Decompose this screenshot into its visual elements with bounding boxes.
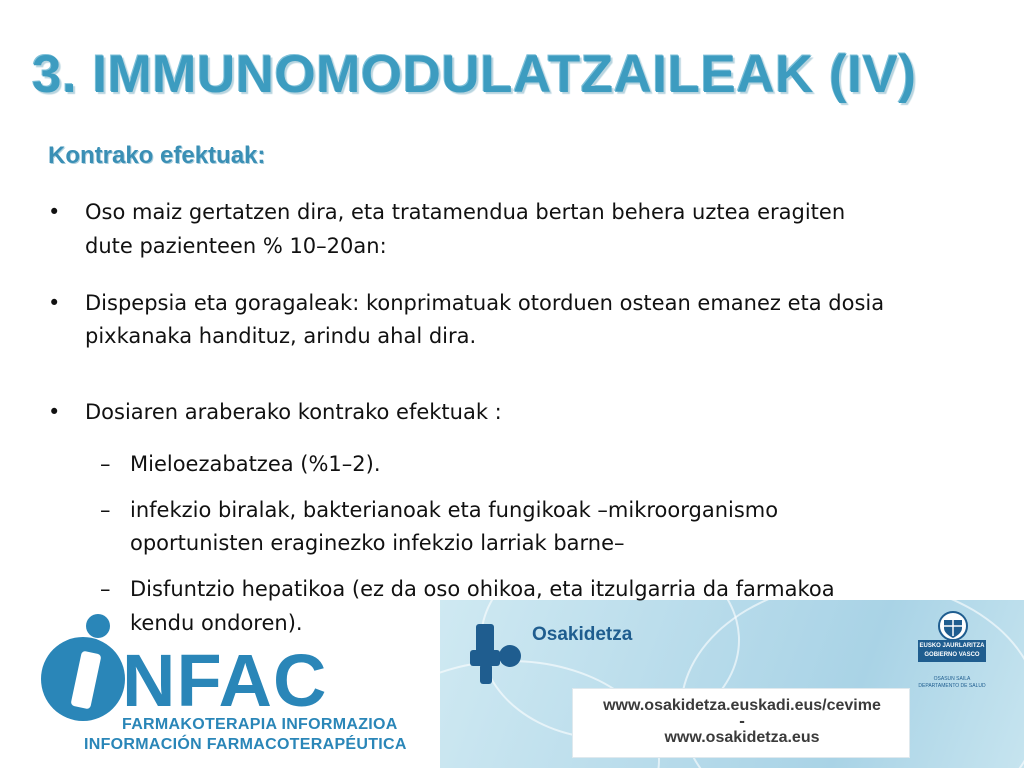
url-separator: - bbox=[739, 714, 745, 730]
bullet-marker: • bbox=[48, 291, 61, 315]
bullet-marker: • bbox=[48, 400, 61, 424]
osakidetza-url-link[interactable]: www.osakidetza.eus bbox=[664, 729, 820, 746]
bullet-text-line: dute pazienteen % 10–20an: bbox=[85, 234, 387, 258]
bullet-marker: • bbox=[48, 200, 61, 224]
sub-item-marker: – bbox=[100, 577, 111, 601]
infac-subtitle-es: INFORMACIÓN FARMACOTERAPÉUTICA bbox=[84, 736, 407, 753]
sub-item-text-line: kendu ondoren). bbox=[130, 611, 303, 635]
bullet-text-line: pixkanaka handituz, arindu ahal dira. bbox=[85, 324, 477, 348]
cevime-url-link[interactable]: www.osakidetza.euskadi.eus/cevime bbox=[603, 697, 881, 714]
infac-brand-text: NFAC bbox=[122, 639, 328, 722]
sub-item-marker: – bbox=[100, 498, 111, 522]
department-line-es: DEPARTAMENTO DE SALUD bbox=[918, 683, 986, 689]
bullet-text-line: Dispepsia eta goragaleak: konprimatuak otorduen ostean emanez eta dosia bbox=[85, 291, 885, 315]
slide-title: 3. IMMUNOMODULATZAILEAK (IV) bbox=[32, 45, 917, 104]
government-label bbox=[918, 640, 986, 662]
department-label bbox=[918, 676, 986, 690]
sub-item-text-line: oportunisten eraginezko infekzio larriak barne– bbox=[130, 531, 625, 555]
sub-item-text-line: infekzio biralak, bakterianoak eta fungikoak –mikroorganismo bbox=[130, 498, 779, 522]
osakidetza-name: Osakidetza bbox=[532, 624, 633, 645]
basque-government-crest-icon bbox=[920, 610, 986, 642]
infac-i-icon bbox=[40, 612, 126, 738]
bullet-text-line: Dosiaren araberako kontrako efektuak : bbox=[85, 400, 502, 424]
sub-item-text-line: Mieloezabatzea (%1–2). bbox=[130, 452, 381, 476]
sub-item-text-line: Disfuntzio hepatikoa (ez da oso ohikoa, eta itzulgarria da farmakoa bbox=[130, 577, 835, 601]
osakidetza-cross-icon bbox=[470, 624, 526, 684]
infac-subtitle-eu: FARMAKOTERAPIA INFORMAZIOA bbox=[122, 716, 398, 733]
government-line-eu: EUSKO JAURLARITZA bbox=[919, 643, 985, 649]
section-subtitle: Kontrako efektuak: bbox=[48, 142, 266, 169]
sub-item-marker: – bbox=[100, 452, 111, 476]
department-line-eu: OSASUN SAILA bbox=[933, 676, 971, 682]
government-line-es: GOBIERNO VASCO bbox=[924, 652, 980, 658]
url-box bbox=[572, 688, 910, 758]
bullet-text-line: Oso maiz gertatzen dira, eta tratamendua bertan behera uztea eragiten bbox=[85, 200, 846, 224]
